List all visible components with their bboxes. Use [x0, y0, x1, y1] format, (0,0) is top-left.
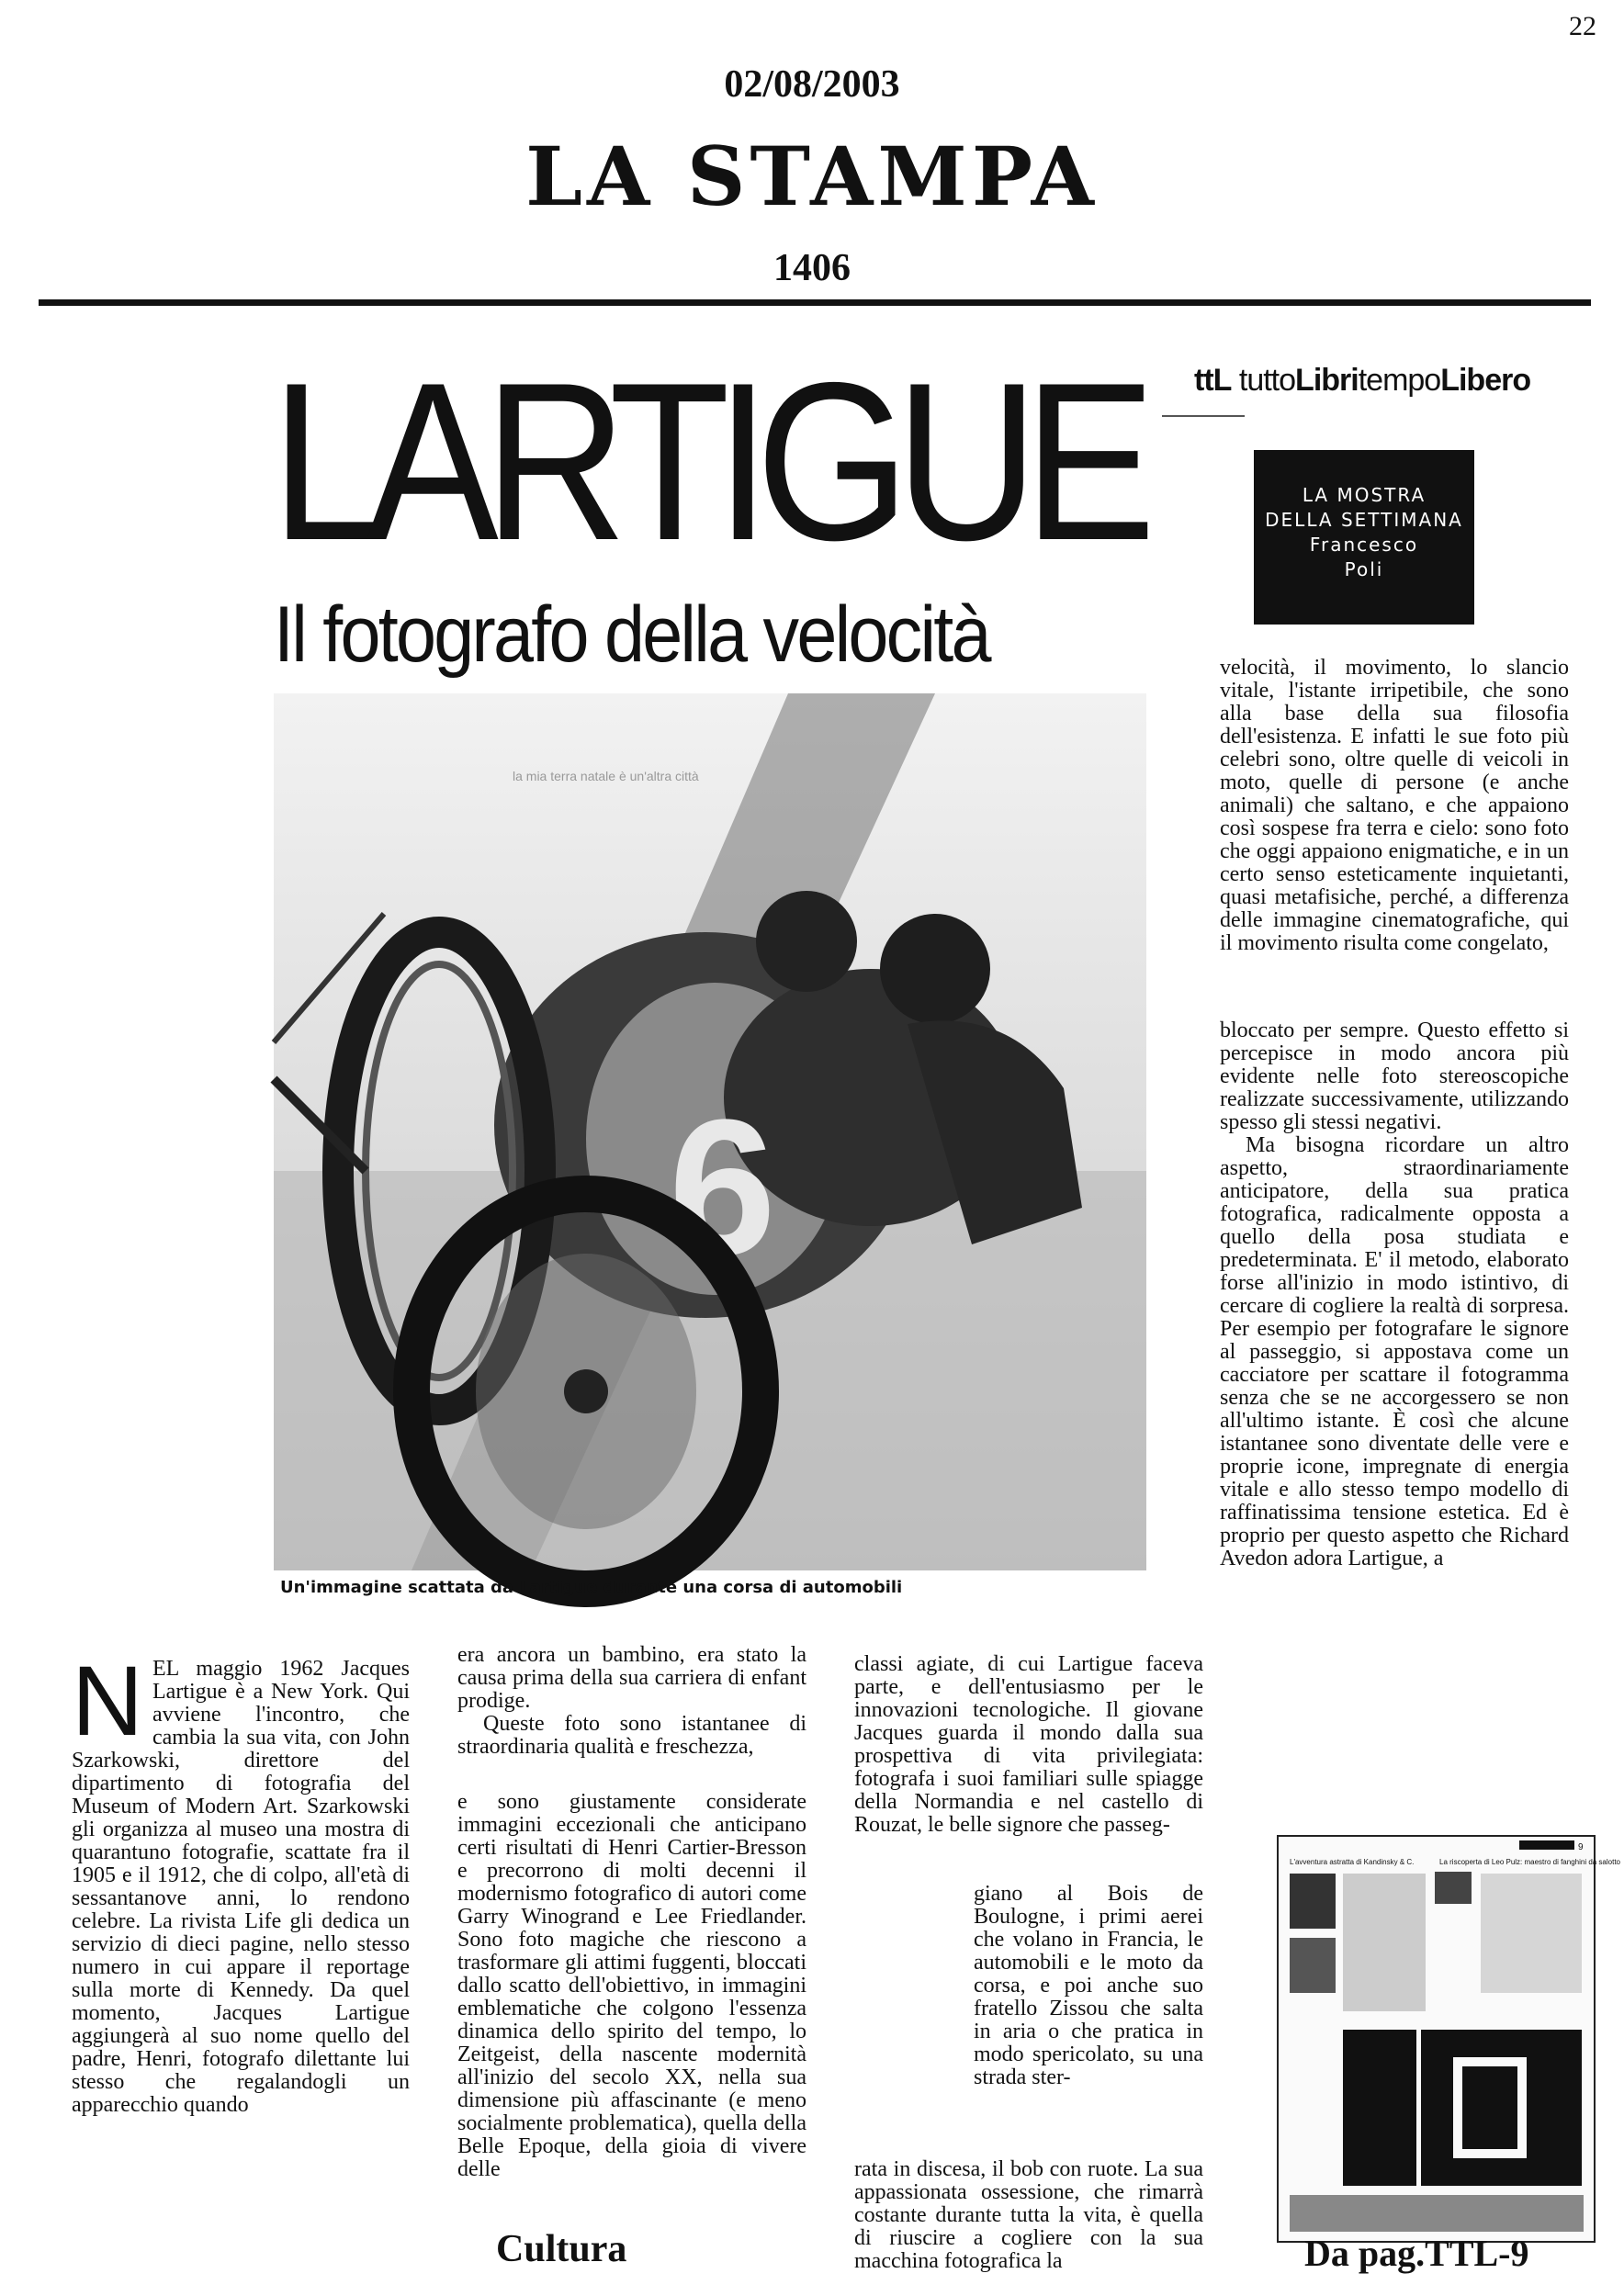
column-2-bottom [457, 1791, 806, 2181]
column-3-bottom [854, 2158, 1203, 2273]
column-right-bottom [1220, 1019, 1569, 1570]
author-first: Francesco [1309, 534, 1419, 556]
paragraph: giano al Bois de Boulogne, i primi aerei che volano in Francia, le automobili e le moto da corsa, e poi anche suo fratello Zissou che salta in aria o che pratica in modo spericolato, su una strada ster- [974, 1882, 1203, 2089]
thumb-right-title: La riscoperta di Leo Pulz: maestro di fanghini da salotto [1439, 1858, 1621, 1866]
mostra-box [1254, 450, 1474, 625]
drop-cap: N [72, 1645, 143, 1756]
author-last: Poli [1344, 558, 1384, 580]
column-right-top [1220, 657, 1569, 955]
supplement-logo [1194, 363, 1530, 399]
thumb-left-title: L'avventura astratta di Kandinsky & C. [1290, 1858, 1415, 1866]
column-1 [72, 1645, 410, 2117]
paragraph: rata in discesa, il bob con ruote. La sua appassionata ossessione, che rimarrà costante durante tutta la vita, è quella di riuscire a cogliere con la sua macchina fotografica la [854, 2157, 1203, 2273]
subheadline: Il fotografo della velocità [274, 591, 989, 679]
header-rule [39, 299, 1591, 306]
issue-code: 1406 [773, 247, 851, 289]
mostra-line1: LA MOSTRA [1302, 484, 1427, 506]
paragraph: classi agiate, di cui Lartigue faceva parte, e dell'entusiasmo per le innovazioni tecnologiche. Il giovane Jacques guarda il mondo dalla sua prospettiva di vita privilegiata: fotografa i suoi familiari sulle spiagge della Normandia e nel castello di Rouzat, le belle signore che passeg- [854, 1652, 1203, 1837]
supplement-tempo: tempo [1358, 363, 1441, 398]
source-reference: Da pag.TTL-9 [1304, 2233, 1529, 2274]
paragraph: e sono giustamente considerate immagini eccezionali che anticipano certi risultati di Henri Cartier-Bresson e precorrono di molti decenni il modernismo fotografico di autori come Garry Winogrand e Lee Friedlander. Sono foto magiche che riescono a trasformare gli attimi fuggenti, bloccati dallo scatto dell'obiettivo, in immagini emblematiche che colgono l'essenza dinamica dello spirito del tempo, lo Zeitgeist, della nascente modernità all'inizio del secolo XX, nella sua dimensione più affascinante (e meno socialmente problematica), quella della Belle Epoque, della gioia di vivere delle [457, 1790, 806, 2181]
column-3-middle [974, 1883, 1203, 2089]
column-2-top [457, 1644, 806, 1759]
mostra-line2: DELLA SETTIMANA [1265, 509, 1463, 531]
column-3-top [854, 1653, 1203, 1837]
masthead: LA STAMPA [525, 129, 1099, 224]
paragraph: Queste foto sono istantanee di straordinaria qualità e freschezza, [457, 1712, 806, 1759]
paragraph: era ancora un bambino, era stato la causa prima della sua carriera di enfant prodige. [457, 1643, 806, 1713]
section-label: Cultura [496, 2228, 627, 2270]
supplement-libero: Libero [1440, 363, 1531, 398]
photo-caption: Un'immagine scattata da Lartigue durante una corsa di automobili [280, 1578, 903, 1597]
ttl-mark: ttL [1194, 363, 1232, 398]
paragraph: velocità, il movimento, lo slancio vitale, l'istante irripetibile, che sono alla base della sua filosofia dell'esistenza. E infatti le sue foto più celebri sono, oltre quelle di veicoli in moto, quelle di persone (e anche animali) che saltano, e che appaiono così sospese fra terra e cielo: sono foto che oggi appaiono enigmatiche, e in un certo senso esteticamente inquietanti, quasi metafisiche, perché, a differenza delle immagine cinematografiche, qui il movimento risulta come congelato, [1220, 656, 1569, 955]
headline: LARTIGUE [271, 335, 1142, 587]
page-number: 22 [1569, 11, 1596, 41]
thumb-page-no: 9 [1578, 1842, 1584, 1852]
race-car-photo [274, 693, 1146, 1570]
supplement-libri: Libri [1295, 363, 1359, 398]
date: 02/08/2003 [724, 63, 900, 106]
supplement-tutto: tutto [1238, 363, 1296, 398]
supplement-rule [1162, 415, 1245, 417]
car-number: 6 [669, 1079, 776, 1295]
paragraph: Ma bisogna ricordare un altro aspetto, straordinariamente anticipatore, della sua pratica fotografica, radicalmente opposta a quello della posa studiata e predeterminata. E' il metodo, elaborato forse all'inizio in modo istintivo, di cercare di cogliere la realtà di sorpresa. Per esempio per fotografare le signore al passeggio, si appostava come un cacciatore per scattare il fotogramma senza che se ne accorgessero se non all'ultimo istante. È così che alcune istantanee sono diventate delle vere e proprie icone, impregnate di energia vitale e allo stesso tempo modello di raffinatissima tensione estetica. Ed è proprio per questo aspetto che Richard Avedon adora Lartigue, a [1220, 1133, 1569, 1570]
paragraph: EL maggio 1962 Jacques Lartigue è a New York. Qui avviene l'incontro, che cambia la sua vita, con John Szarkowski, direttore del dipartimento di fotografia del Museum of Modern Art. Szarkowski gli organizza al museo una mostra di quarantuno fotografie, scattate fra il 1905 e il 1912, che di colpo, all'età di sessantanove anni, lo rendono celebre. La rivista Life gli dedica un servizio di dieci pagine, nello stesso numero in cui appare il reportage sulla morte di Kennedy. Da quel momento, Jacques Lartigue aggiungerà al suo nome quello del padre, Henri, fotografo dilettante lui stesso che regalandogli un apparecchio quando [72, 1657, 410, 2117]
page-thumbnail [1277, 1835, 1621, 2243]
paragraph: bloccato per sempre. Questo effetto si percepisce in modo ancora più evidente nelle foto stereoscopiche realizzate successivamente, utilizzando spesso gli stessi negativi. [1220, 1019, 1569, 1134]
photo-header-text: la mia terra natale è un'altra città [513, 769, 699, 783]
